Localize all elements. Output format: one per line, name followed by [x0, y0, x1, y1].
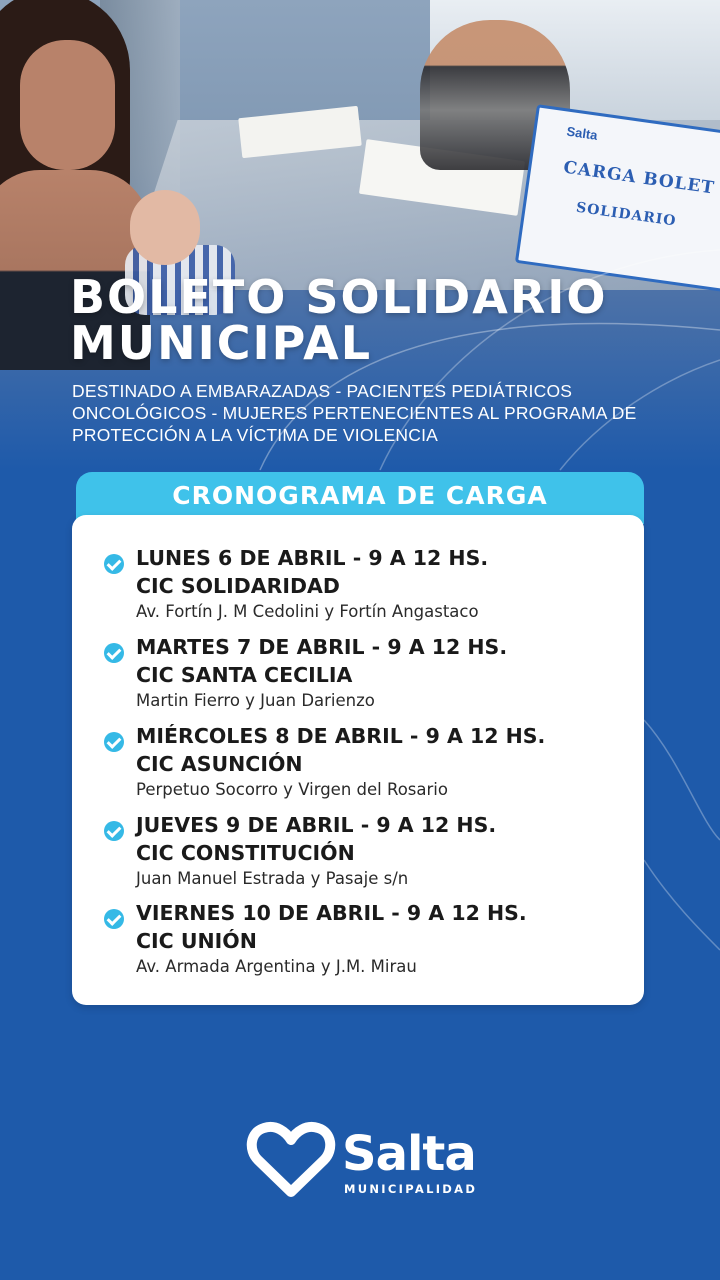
salta-logo: [246, 1120, 506, 1210]
entry-date: LUNES 6 DE ABRIL - 9 A 12 HS.: [136, 546, 489, 570]
counter-sign: [515, 104, 720, 292]
entry-place: CIC ASUNCIÓN: [136, 752, 303, 776]
logo-wordmark: Salta: [342, 1126, 476, 1182]
check-icon: [104, 732, 124, 752]
entry-date: MARTES 7 DE ABRIL - 9 A 12 HS.: [136, 635, 508, 659]
entry-date: MIÉRCOLES 8 DE ABRIL - 9 A 12 HS.: [136, 724, 546, 748]
entry-date: VIERNES 10 DE ABRIL - 9 A 12 HS.: [136, 901, 527, 925]
woman-face: [20, 40, 115, 170]
entry-address: Av. Armada Argentina y J.M. Mirau: [136, 957, 417, 976]
entry-address: Perpetuo Socorro y Virgen del Rosario: [136, 780, 448, 799]
entry-place: CIC CONSTITUCIÓN: [136, 841, 355, 865]
check-icon: [104, 554, 124, 574]
entry-address: Av. Fortín J. M Cedolini y Fortín Angastaco: [136, 602, 479, 621]
entry-address: Juan Manuel Estrada y Pasaje s/n: [136, 869, 409, 888]
subtitle-line-1: DESTINADO A EMBARAZADAS - PACIENTES PEDIÁTRICOS: [72, 381, 573, 401]
entry-place: CIC SOLIDARIDAD: [136, 574, 340, 598]
schedule-title: CRONOGRAMA DE CARGA: [172, 481, 548, 510]
sign-line-1: CARGA BOLET: [562, 157, 717, 199]
heart-icon: [246, 1120, 336, 1200]
schedule-card: [72, 515, 644, 1005]
entry-address: Martin Fierro y Juan Darienzo: [136, 691, 375, 710]
headline: [70, 270, 690, 370]
sign-line-2: SOLIDARIO: [575, 199, 678, 230]
subtitle: [72, 380, 672, 446]
check-icon: [104, 821, 124, 841]
check-icon: [104, 643, 124, 663]
headline-line-1: BOLETO SOLIDARIO: [70, 270, 608, 324]
entry-place: CIC SANTA CECILIA: [136, 663, 353, 687]
headline-line-2: MUNICIPAL: [70, 316, 373, 370]
entry-date: JUEVES 9 DE ABRIL - 9 A 12 HS.: [136, 813, 497, 837]
baby-face: [130, 190, 200, 265]
subtitle-line-3: PROTECCIÓN A LA VÍCTIMA DE VIOLENCIA: [72, 425, 439, 445]
logo-subtitle: MUNICIPALIDAD: [344, 1182, 478, 1196]
check-icon: [104, 909, 124, 929]
entry-place: CIC UNIÓN: [136, 929, 257, 953]
sign-logo-text: Salta: [565, 123, 599, 143]
subtitle-line-2: ONCOLÓGICOS - MUJERES PERTENECIENTES AL PROGRAMA DE: [72, 403, 637, 423]
